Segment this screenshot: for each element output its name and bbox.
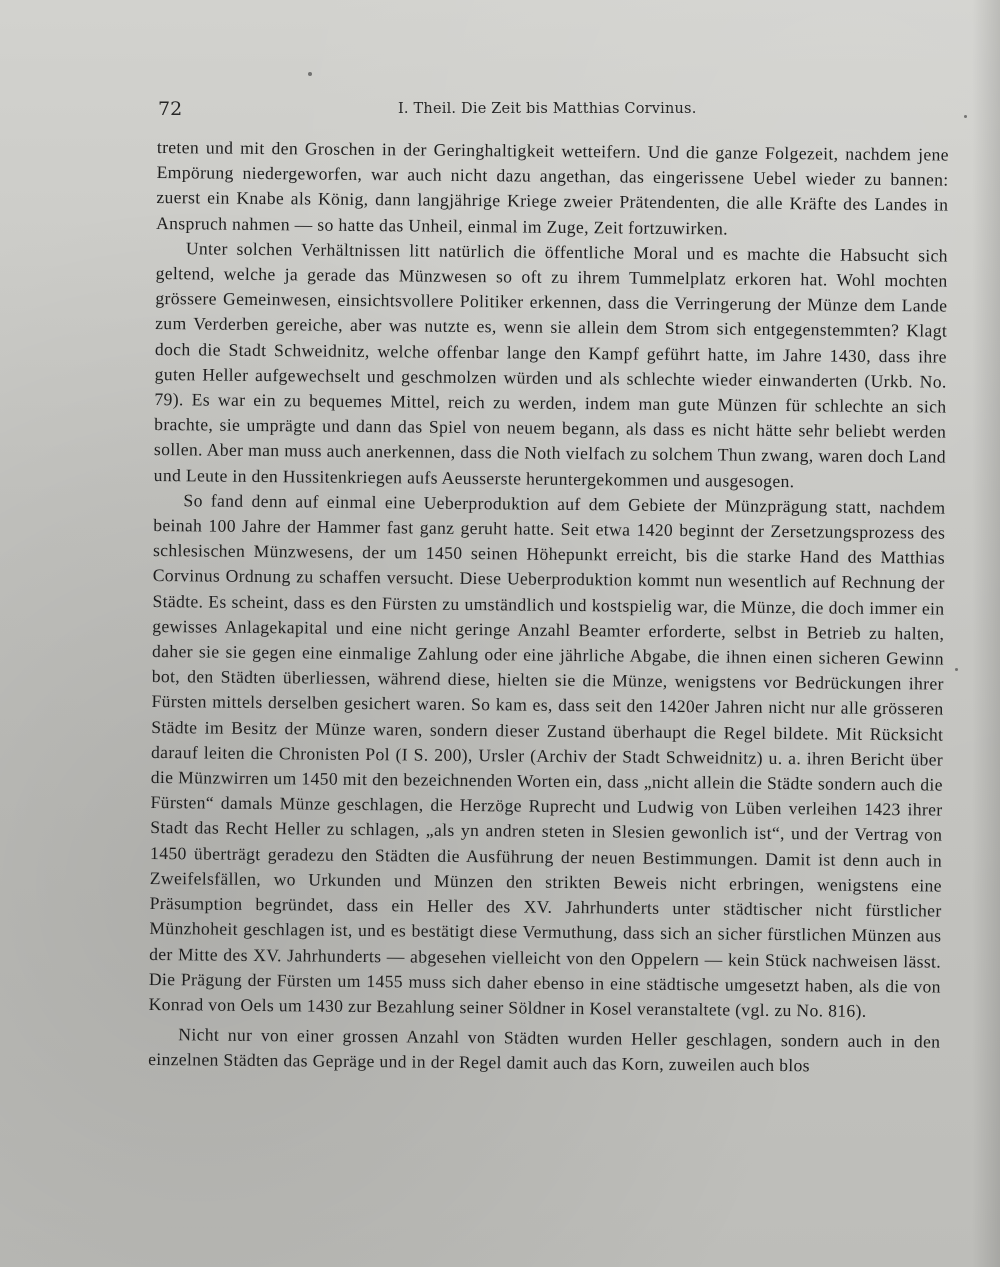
page-header bbox=[158, 98, 948, 126]
page-number: 72 bbox=[158, 98, 183, 120]
paragraph: Nicht nur von einer grossen Anzahl von Städten wurden Heller geschlagen, sondern auch in den einzelnen Städten das Gepräge und in der Regel damit auch das Korn, zuweilen auch blos bbox=[148, 1024, 941, 1076]
paragraph: So fand denn auf einmal eine Ueberproduktion auf dem Gebiete der Münzprägung statt, nachdem beinah 100 Jahre der Hammer fast ganz geruht hatte. Seit etwa 1420 beginnt der Zersetzungsprozess des schlesischen Münzwesens, der um 1450 seinen Höhepunkt erreicht, bis die starke Hand des Matthias Corvinus Ordnung zu schaffen versucht. Diese Ueberproduktion kommt nun wesentlich auf Rechnung der Städte. Es scheint, dass es den Fürsten zu umständlich und kostspielig war, die Münze, die doch immer ein gewisses Anlagekapital und eine nicht geringe Anzahl Beamter erforderte, selbst in Betrieb zu halten, daher sie sie gegen eine einmalige Zahlung oder eine jährliche Abgabe, die ihnen einen sicheren Gewinn bot, den Städten überliessen, während diese, hielten sie die Münze, wenigstens vor Bedrückungen ihrer Fürsten mittels derselben gesichert waren. So kam es, dass seit den 1420er Jahren nicht nur alle grösseren Städte im Besitz der Münze waren, sondern dieser Zustand überhaupt die Regel bildete. Mit Rücksicht darauf leiten die Chronisten Pol (I S. 200), Ursler (Archiv der Stadt Schweidnitz) u. a. ihren Bericht über die Münzwirren um 1450 mit den bezeichnenden Worten ein, dass „nicht allein die Städte sondern auch die Fürsten“ damals Münze geschlagen, die Herzöge Ruprecht und Ludwig von Lüben verleihen 1423 ihrer Stadt das Recht Heller zu schlagen, „als yn andren steten in Slesien gewonlich ist“, und der Vertrag von 1450 überträgt geradezu den Städten die Ausführung der neuen Bestimmungen. Damit ist denn auch in Zweifelsfällen, wo Urkunden und Münzen den strikten Beweis nicht erbringen, wenigstens eine Präsumption begründet, dass ein Heller des XV. Jahrhunderts unter städtischer nicht fürstlicher Münzhoheit geschlagen ist, und es bestätigt diese Vermuthung, dass sich an sicher fürstlichen Münzen aus der Mitte des XV. Jahrhunderts — abgesehen vielleicht von den Oppelern — kein Stück nachweisen lässt. Die Prägung der Fürsten um 1455 muss sich daher ebenso in eine städtische umgesetzt haben, als die von Konrad von Oels um 1430 zur Bezahlung seiner Söldner in Kosel veranstaltete (vgl. zu No. 816). bbox=[148, 490, 946, 1021]
ink-speck bbox=[955, 668, 958, 671]
body-text bbox=[148, 135, 949, 1080]
paragraph: treten und mit den Groschen in der Geringhaltigkeit wetteifern. Und die ganze Folgezeit, nachdem jene Empörung niedergeworfen, war auch nicht dazu angethan, das eingerissene Uebel wieder zu bannen: zuerst ein Knabe als König, dann langjährige Kriege zweier Prätendenten, die alle Kräfte des Landes in Anspruch nahmen — so hatte das Unheil, einmal im Zuge, Zeit fortzuwirken. bbox=[156, 136, 949, 239]
ink-speck bbox=[308, 72, 312, 76]
page-edge-shadow bbox=[972, 0, 1000, 1267]
ink-speck bbox=[964, 115, 967, 118]
running-head: I. Theil. Die Zeit bis Matthias Corvinus. bbox=[398, 101, 697, 117]
paragraph: Unter solchen Verhältnissen litt natürlich die öffentliche Moral und es machte die Habsucht sich geltend, welche ja gerade das Münzwesen so oft zu ihrem Tummelplatz erkoren hat. Wohl mochten grössere Gemeinwesen, einsichtsvollere Politiker erkennen, dass die Verringerung der Münze dem Lande zum Verderben gereiche, aber was nutzte es, wenn sie allein dem Strom sich entgegenstemmten? Klagt doch die Stadt Schweidnitz, welche offenbar lange den Kampf geführt hatte, im Jahre 1430, dass ihre guten Heller aufgewechselt und geschmolzen würden und als schlechte wieder einwanderten (Urkb. No. 79). Es war ein zu bequemes Mittel, reich zu werden, indem man gute Münzen für schlechte an sich brachte, sie umprägte und dann das Spiel von neuem begann, als dass es nicht hätte sehr beliebt werden sollen. Aber man muss auch anerkennen, dass die Noth vielfach zu solchem Thun zwang, waren doch Land und Leute in den Hussitenkriegen aufs Aeusserste heruntergekommen und ausgesogen. bbox=[153, 238, 948, 491]
